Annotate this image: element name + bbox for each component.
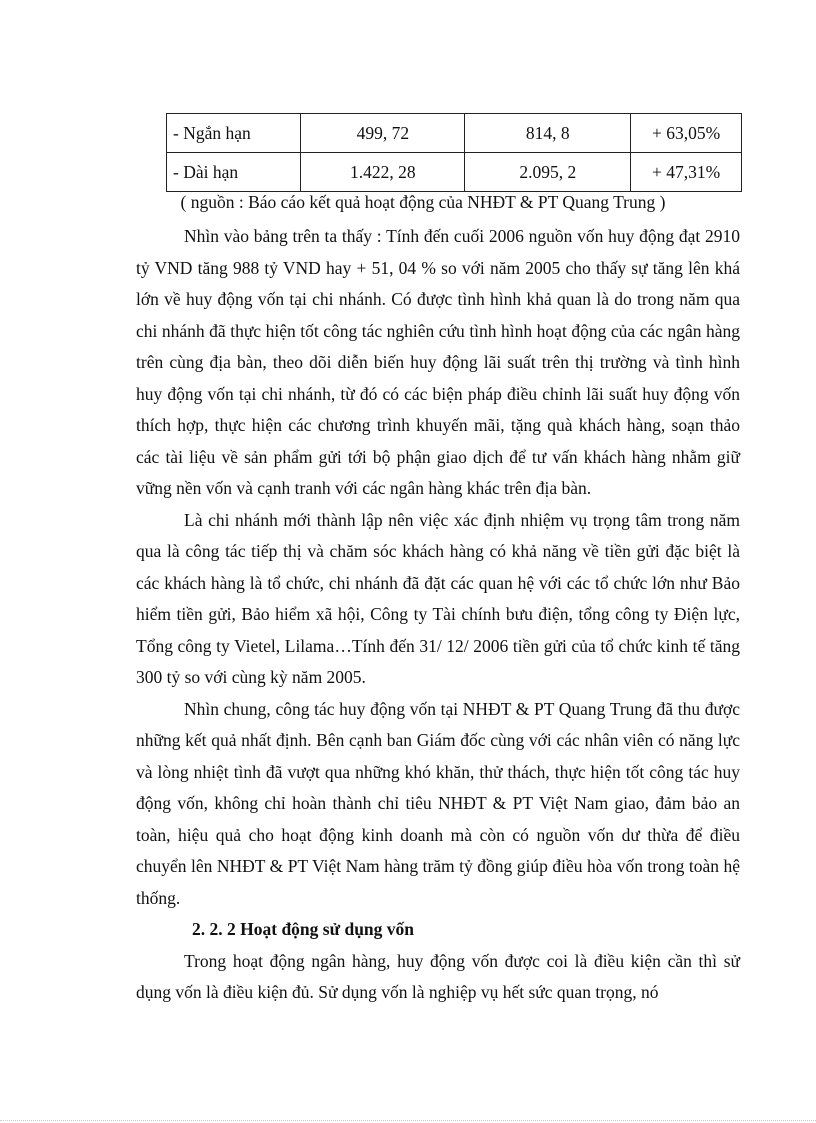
page-edge-divider	[0, 1120, 816, 1121]
paragraph: Nhìn chung, công tác huy động vốn tại NHĐT & PT Quang Trung đã thu được những kết quả nhất định. Bên cạnh ban Giám đốc cùng với các nhân viên có năng lực và lòng nhiệt tình đã vượt qua những khó khăn, thử thách, thực hiện tốt công tác huy động vốn, không chỉ hoàn thành chỉ tiêu NHĐT & PT Việt Nam giao, đảm bảo an toàn, hiệu quả cho hoạt động kinh doanh mà còn có nguồn vốn dư thừa để điều chuyển lên NHĐT & PT Việt Nam hàng trăm tỷ đồng giúp điều hòa vốn trong toàn hệ thống.	[136, 698, 740, 908]
paragraph: Trong hoạt động ngân hàng, huy động vốn được coi là điều kiện cần thì sử dụng vốn là điều kiện đủ. Sử dụng vốn là nghiệp vụ hết sức quan trọng, nó	[136, 950, 740, 1002]
capital-table	[166, 113, 742, 192]
value-2005: 499, 72	[301, 114, 465, 153]
value-2006: 814, 8	[465, 114, 631, 153]
row-label: - Ngắn hạn	[167, 114, 301, 153]
change-percent: + 47,31%	[631, 153, 742, 192]
value-2006: 2.095, 2	[465, 153, 631, 192]
source-note: ( nguồn : Báo cáo kết quả hoạt động của NHĐT & PT Quang Trung )	[180, 192, 666, 212]
paragraph: Là chi nhánh mới thành lập nên việc xác định nhiệm vụ trọng tâm trong năm qua là công tác tiếp thị và chăm sóc khách hàng có khả năng về tiền gửi đặc biệt là các khách hàng là tổ chức, chi nhánh đã đặt các quan hệ với các tổ chức lớn như Bảo hiểm tiền gửi, Bảo hiểm xã hội, Công ty Tài chính bưu điện, tổng công ty Điện lực, Tổng công ty Vietel, Lilama…Tính đến 31/ 12/ 2006 tiền gửi của tổ chức kinh tế tăng 300 tỷ so với cùng kỳ năm 2005.	[136, 509, 740, 687]
section-heading: 2. 2. 2 Hoạt động sử dụng vốn	[192, 919, 415, 939]
paragraph: Nhìn vào bảng trên ta thấy : Tính đến cuối 2006 nguồn vốn huy động đạt 2910 tỷ VND tăng 988 tỷ VND hay + 51, 04 % so với năm 2005 cho thấy sự tăng lên khá lớn về huy động vốn tại chi nhánh. Có được tình hình khả quan là do trong năm qua chi nhánh đã thực hiện tốt công tác nghiên cứu tình hình hoạt động của các ngân hàng trên cùng địa bàn, theo dõi diễn biến huy động lãi suất trên thị trường và tình hình huy động vốn tại chi nhánh, từ đó có các biện pháp điều chỉnh lãi suất huy động vốn thích hợp, thực hiện các chương trình khuyến mãi, tặng quà khách hàng, soạn thảo các tài liệu về sản phẩm gửi tới bộ phận giao dịch để tư vấn khách hàng nhằm giữ vững nền vốn và cạnh tranh với các ngân hàng khác trên địa bàn.	[136, 226, 740, 498]
value-2005: 1.422, 28	[301, 153, 465, 192]
body-text	[136, 221, 740, 1009]
row-label: - Dài hạn	[167, 153, 301, 192]
change-percent: + 63,05%	[631, 114, 742, 153]
table-row	[167, 153, 742, 192]
table-row	[167, 114, 742, 153]
